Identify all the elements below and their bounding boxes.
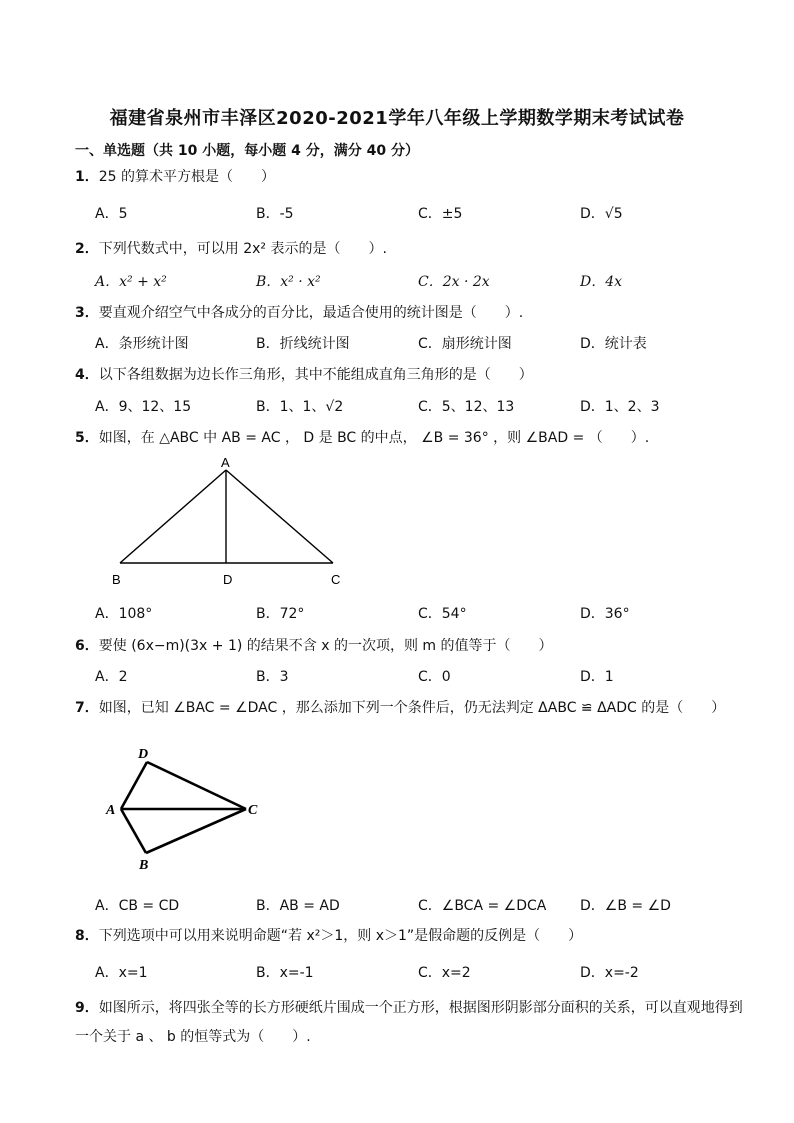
question-4 — [75, 364, 533, 384]
q3-option-c[interactable]: C．扇形统计图 — [418, 336, 512, 352]
question-text: 下列代数式中，可以用 2x² 表示的是（ ）. — [98, 241, 387, 257]
q3-option-d[interactable]: D．统计表 — [580, 336, 647, 352]
question-text: 以下各组数据为边长作三角形，其中不能组成直角三角形的是（ ） — [98, 367, 533, 383]
q6-option-c[interactable]: C．0 — [418, 669, 451, 685]
q8-option-b[interactable]: B．x=-1 — [256, 965, 314, 981]
question-3 — [75, 302, 523, 322]
page-title: 福建省泉州市丰泽区2020-2021学年八年级上学期数学期末考试试卷 — [109, 108, 685, 129]
q2-option-d[interactable]: D．4x — [580, 274, 623, 290]
question-text: 要直观介绍空气中各成分的百分比，最适合使用的统计图是（ ）. — [98, 305, 524, 321]
q4-option-c[interactable]: C．5、12、13 — [418, 399, 515, 415]
q3-option-b[interactable]: B．折线统计图 — [256, 336, 350, 352]
vertex-label-d: D — [138, 747, 149, 762]
segment-ac — [226, 470, 333, 563]
q6-option-a[interactable]: A．2 — [95, 669, 128, 685]
q5-option-d[interactable]: D．36° — [580, 606, 630, 622]
question-1 — [75, 166, 275, 186]
q6-option-b[interactable]: B．3 — [256, 669, 289, 685]
q7-option-a[interactable]: A．CB = CD — [95, 898, 180, 914]
question-9 — [75, 994, 745, 1052]
question-number: 8． — [75, 928, 99, 944]
q7-option-c[interactable]: C．∠BCA = ∠DCA — [418, 898, 547, 914]
question-number: 4． — [75, 367, 99, 383]
question-7 — [75, 697, 725, 717]
question-number: 2． — [75, 241, 99, 257]
q5-option-a[interactable]: A．108° — [95, 606, 153, 622]
question-number: 5． — [75, 430, 99, 446]
q5-option-c[interactable]: C．54° — [418, 606, 467, 622]
q8-option-c[interactable]: C．x=2 — [418, 965, 471, 981]
question-8 — [75, 925, 582, 945]
segment-dc — [147, 762, 246, 809]
kite-abcd-figure — [100, 738, 280, 878]
q3-option-a[interactable]: A．条形统计图 — [95, 336, 189, 352]
question-2 — [75, 238, 387, 258]
q1-option-b[interactable]: B．-5 — [256, 206, 294, 222]
vertex-label-a: A — [106, 803, 116, 818]
q2-option-c[interactable]: C．2x · 2x — [418, 274, 490, 290]
section-heading: 一、单选题（共 10 小题，每小题 4 分，满分 40 分） — [75, 143, 419, 159]
question-text: 下列选项中可以用来说明命题“若 x²＞1，则 x＞1”是假命题的反例是（ ） — [98, 928, 583, 944]
segment-ab — [121, 809, 146, 853]
vertex-label-b: B — [112, 572, 121, 587]
q4-option-d[interactable]: D．1、2、3 — [580, 399, 660, 415]
question-number: 1． — [75, 169, 99, 185]
question-number: 7． — [75, 700, 99, 716]
q1-option-d[interactable]: D．√5 — [580, 206, 623, 222]
question-text: 如图，已知 ∠BAC = ∠DAC ，那么添加下列一个条件后，仍无法判定 ΔABC ≌ ΔADC 的是（ ） — [98, 700, 726, 716]
question-text: 25 的算术平方根是（ ） — [98, 169, 276, 185]
vertex-label-b: B — [139, 858, 149, 873]
q1-option-c[interactable]: C．±5 — [418, 206, 463, 222]
q2-option-b[interactable]: B．x² · x² — [256, 274, 321, 290]
question-number: 6． — [75, 638, 99, 654]
segment-bc — [146, 809, 246, 853]
vertex-label-a: A — [221, 455, 230, 470]
triangle-abc-figure — [108, 452, 358, 592]
question-number: 3． — [75, 305, 99, 321]
question-text: 如图所示，将四张全等的长方形硬纸片围成一个正方形，根据图形阴影部分面积的关系，可以直观地得到一个关于 a 、 b 的恒等式为（ ）. — [75, 1000, 743, 1045]
q5-option-b[interactable]: B．72° — [256, 606, 305, 622]
q8-option-a[interactable]: A．x=1 — [95, 965, 148, 981]
vertex-label-d: D — [223, 572, 233, 587]
question-text: 要使 (6x−m)(3x + 1) 的结果不含 x 的一次项，则 m 的值等于（ ） — [98, 638, 553, 654]
q1-option-a[interactable]: A．5 — [95, 206, 128, 222]
question-text: 如图，在 △ABC 中 AB = AC ， D 是 BC 的中点， ∠B = 36° ，则 ∠BAD = （ ）. — [98, 430, 650, 446]
segment-ad — [121, 762, 147, 809]
q6-option-d[interactable]: D．1 — [580, 669, 614, 685]
segment-ab — [120, 470, 226, 563]
vertex-label-c: C — [331, 572, 341, 587]
q8-option-d[interactable]: D．x=-2 — [580, 965, 639, 981]
q7-option-b[interactable]: B．AB = AD — [256, 898, 340, 914]
q4-option-b[interactable]: B．1、1、√2 — [256, 399, 344, 415]
question-5 — [75, 427, 649, 447]
q2-option-a[interactable]: A．x² + x² — [95, 274, 167, 290]
question-number: 9． — [75, 1000, 99, 1016]
q7-option-d[interactable]: D．∠B = ∠D — [580, 898, 671, 914]
question-6 — [75, 635, 553, 655]
vertex-label-c: C — [248, 803, 258, 818]
q4-option-a[interactable]: A．9、12、15 — [95, 399, 192, 415]
